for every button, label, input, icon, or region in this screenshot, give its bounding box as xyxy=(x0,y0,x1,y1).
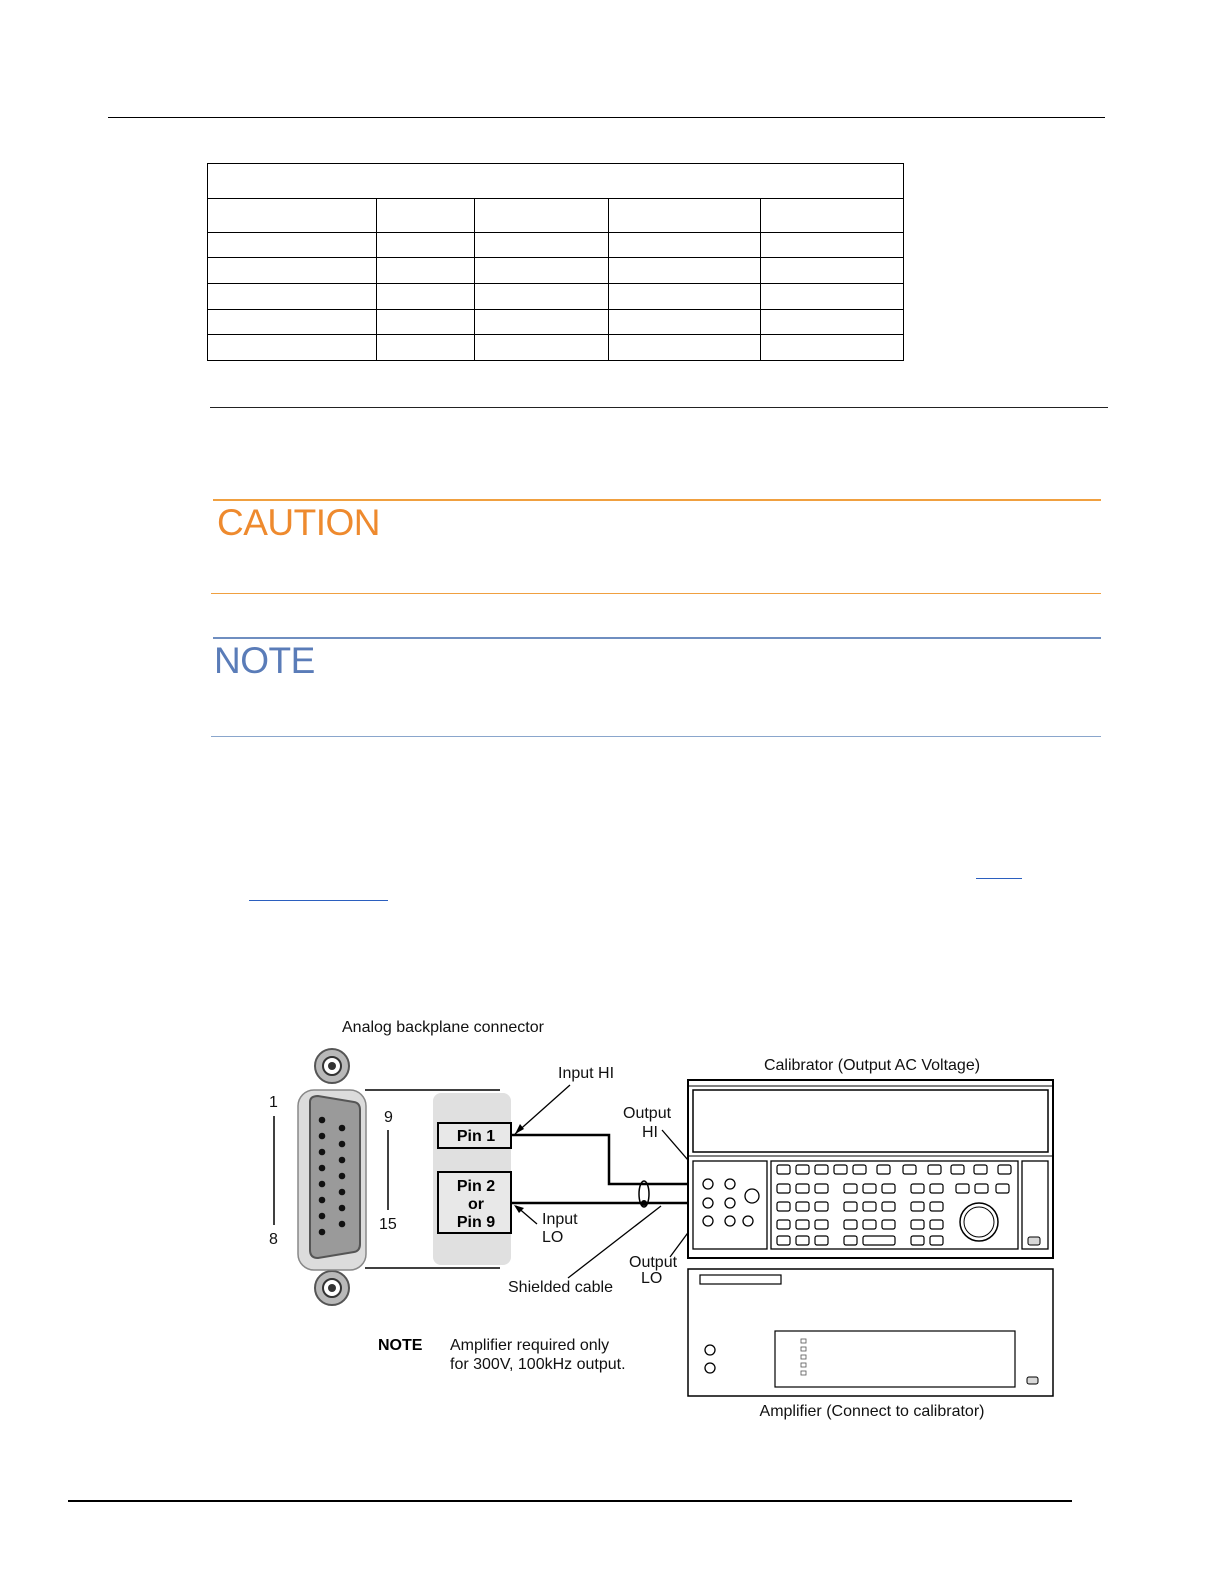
table-cell xyxy=(475,309,609,335)
calibrator-unit xyxy=(688,1080,1053,1258)
spec-table xyxy=(207,163,904,361)
connection-diagram xyxy=(250,1010,1070,1430)
note-bottom-rule xyxy=(211,736,1101,737)
table-cell xyxy=(208,335,377,361)
note-title: NOTE xyxy=(214,640,315,681)
table-row xyxy=(208,309,904,335)
table-row xyxy=(208,232,904,258)
table-cell xyxy=(475,335,609,361)
input-hi-label: Input HI xyxy=(558,1065,615,1082)
table-cell xyxy=(377,232,475,258)
table-title-row xyxy=(208,164,904,199)
connector-screw-top xyxy=(315,1049,349,1083)
output-lo-label-line1: Output xyxy=(629,1254,678,1271)
table-header-cell xyxy=(208,198,377,232)
table-cell xyxy=(609,232,761,258)
hi-wire xyxy=(511,1135,710,1184)
table-row xyxy=(208,335,904,361)
table-cell xyxy=(761,335,904,361)
amplifier-unit xyxy=(688,1269,1053,1396)
connector-screw-bottom xyxy=(315,1271,349,1305)
table-cell xyxy=(208,284,377,310)
table-title-cell xyxy=(208,164,904,199)
table-cell xyxy=(609,258,761,284)
pin2-label-line3: Pin 9 xyxy=(456,1214,496,1231)
table-header-row xyxy=(208,198,904,232)
table-cell xyxy=(761,309,904,335)
table-header-cell xyxy=(609,198,761,232)
section-rule xyxy=(210,407,1108,408)
pin2-label-line1: Pin 2 xyxy=(456,1178,496,1195)
table-header-cell xyxy=(377,198,475,232)
cross-reference-link[interactable] xyxy=(976,878,1022,879)
table-cell xyxy=(475,258,609,284)
figure-note-line1: Amplifier required only xyxy=(450,1337,610,1354)
pin-number-label: 9 xyxy=(384,1109,393,1126)
table-cell xyxy=(609,309,761,335)
figure-note-line2: for 300V, 100kHz output. xyxy=(450,1356,626,1373)
output-hi-label-line1: Output xyxy=(623,1105,672,1122)
pin-number-label: 15 xyxy=(379,1216,397,1233)
pin-number-label: 1 xyxy=(269,1094,278,1111)
cross-reference-link[interactable] xyxy=(249,900,388,901)
pin1-label: Pin 1 xyxy=(456,1128,496,1145)
table-cell xyxy=(208,232,377,258)
output-lo-label-line2: LO xyxy=(641,1270,663,1287)
table-cell xyxy=(208,258,377,284)
header-rule xyxy=(108,117,1105,118)
table-cell xyxy=(761,232,904,258)
table-cell xyxy=(609,335,761,361)
shielded-cable-label: Shielded cable xyxy=(508,1279,613,1296)
output-hi-label-line2: HI xyxy=(642,1124,658,1141)
amplifier-label: Amplifier (Connect to calibrator) xyxy=(759,1403,985,1420)
table-cell xyxy=(377,258,475,284)
table-cell xyxy=(377,284,475,310)
caution-bottom-rule xyxy=(211,593,1101,594)
table-cell xyxy=(475,284,609,310)
input-lo-label-line2: LO xyxy=(542,1229,564,1246)
table-row xyxy=(208,258,904,284)
table-cell xyxy=(208,309,377,335)
table-header-cell xyxy=(475,198,609,232)
caution-title: CAUTION xyxy=(217,502,380,543)
table-cell xyxy=(761,258,904,284)
pin2-label-line2: or xyxy=(468,1196,484,1213)
table-cell xyxy=(377,309,475,335)
input-lo-label-line1: Input xyxy=(542,1211,578,1228)
connector-label: Analog backplane connector xyxy=(342,1019,544,1036)
footer-rule xyxy=(68,1500,1072,1502)
calibrator-label: Calibrator (Output AC Voltage) xyxy=(763,1057,981,1074)
caution-top-rule xyxy=(213,499,1101,501)
table-cell xyxy=(475,232,609,258)
table-cell xyxy=(609,284,761,310)
figure-note-heading: NOTE xyxy=(378,1337,423,1354)
table-header-cell xyxy=(761,198,904,232)
note-top-rule xyxy=(213,637,1101,639)
pin-number-label: 8 xyxy=(269,1231,278,1248)
table-cell xyxy=(761,284,904,310)
table-row xyxy=(208,284,904,310)
db15-connector xyxy=(298,1090,366,1270)
table-cell xyxy=(377,335,475,361)
